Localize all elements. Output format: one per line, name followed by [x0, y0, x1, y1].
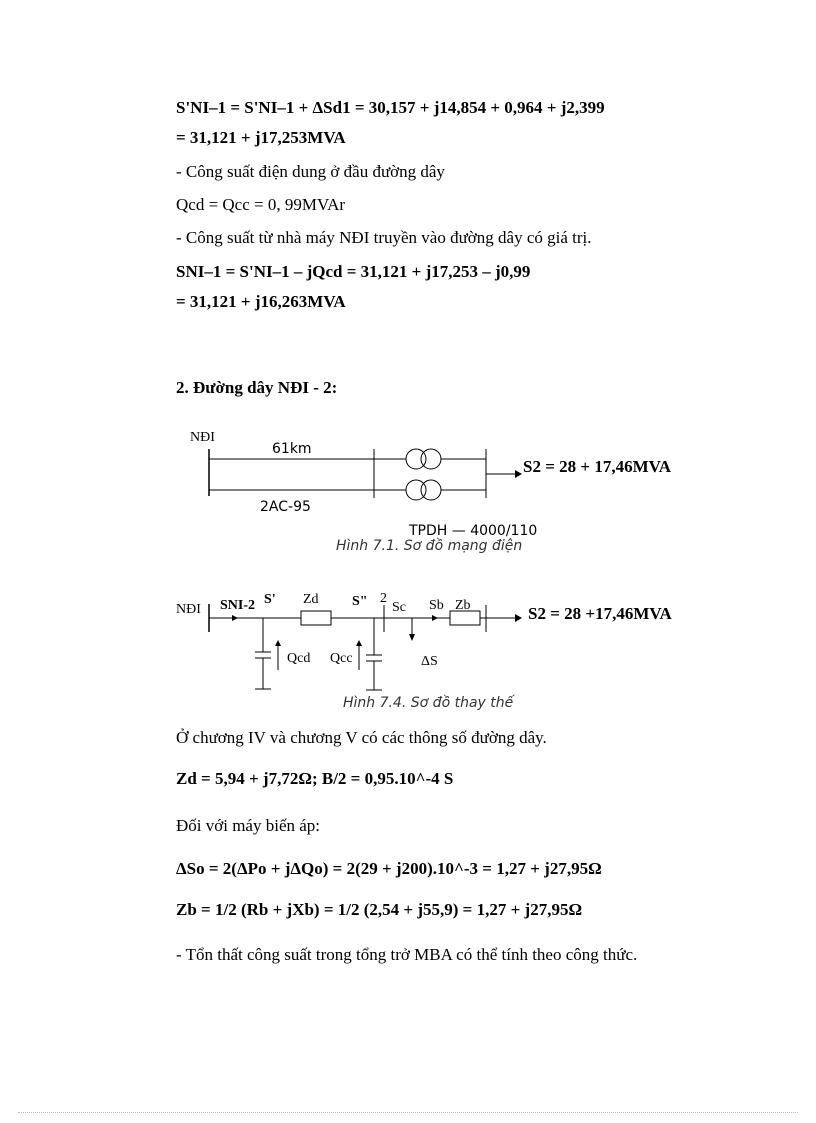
paragraph-power-from-plant: - Công suất từ nhà máy NĐI truyền vào đường dây có giá trị. [176, 228, 592, 247]
eq1-line2-text: = 31,121 + j17,253MVA [176, 128, 346, 147]
fig1-transformer-top [406, 449, 441, 469]
paragraph-qcd: Qcd = Qcc = 0, 99MVAr [176, 195, 346, 214]
fig2-zd-label: Zd [303, 592, 319, 607]
fig1-caption: Hình 7.1. Sơ đồ mạng điện [336, 538, 523, 554]
fig1-load-label: S2 = 28 + 17,46MVA [523, 457, 671, 476]
equation-3: Zd = 5,94 + j7,72Ω; B/2 = 0,95.10^-4 S [176, 769, 454, 788]
fig1-conductor-label: 2AC-95 [260, 499, 311, 515]
fig2-node2-label: 2 [380, 591, 387, 606]
fig2-s-prime-label: S' [264, 592, 276, 607]
fig2-caption: Hình 7.4. Sơ đồ thay thế [343, 695, 514, 711]
equation-5: Zb = 1/2 (Rb + jXb) = 1/2 (2,54 + j55,9) = 1,27 + j27,95Ω [176, 900, 583, 919]
eq1-line1-text: S'NI–1 = S'NI–1 + ΔSd1 = 30,157 + j14,854 + 0,964 + j2,399 [176, 98, 605, 117]
page-bottom-rule [18, 1112, 798, 1113]
paragraph-capacitive-power: - Công suất điện dung ở đầu đường dây [176, 162, 445, 181]
paragraph-chapter-params: Ở chương IV và chương V có các thông số đường dây. [176, 728, 547, 747]
fig2-zb-label: Zb [455, 598, 471, 613]
equation-2-line-1: SNI–1 = S'NI–1 – jQcd = 31,121 + j17,253 – j0,99 [176, 262, 531, 281]
fig2-sc-label: Sc [392, 600, 406, 615]
fig1-node-label: NĐI [190, 430, 215, 445]
fig1-transformer-bottom [406, 480, 441, 500]
paragraph-transformer: Đối với máy biến áp: [176, 816, 321, 835]
fig2-qcd-label: Qcd [287, 651, 311, 666]
fig1-transformer-label: TPDH — 4000/110 [409, 523, 538, 539]
fig2-qcc-capacitor [356, 618, 382, 690]
fig2-load-label: S2 = 28 +17,46MVA [528, 604, 672, 623]
equation-1-line-2 [176, 128, 346, 148]
equation-4: ΔSo = 2(ΔPo + jΔQo) = 2(29 + j200).10^-3 = 1,27 + j27,95Ω [176, 859, 602, 878]
fig2-s-double-prime-label: S" [352, 594, 368, 609]
equation-1-line-1 [176, 98, 605, 118]
fig2-sni2-label: SNI-2 [220, 598, 256, 613]
paragraph-power-loss: - Tổn thất công suất trong tổng trở MBA có thể tính theo công thức. [176, 945, 638, 964]
fig2-qcd-capacitor [255, 618, 281, 689]
fig2-zd-impedance [301, 611, 331, 625]
fig2-node-label: NĐI [176, 602, 201, 617]
section-heading: 2. Đường dây NĐI - 2: [176, 378, 338, 397]
fig1-length-label: 61km [272, 441, 312, 457]
fig2-delta-s-label: ΔS [421, 654, 438, 669]
equation-2-line-2: = 31,121 + j16,263MVA [176, 292, 346, 311]
fig2-sb-label: Sb [429, 598, 444, 613]
fig2-qcc-label: Qcc [330, 651, 353, 666]
